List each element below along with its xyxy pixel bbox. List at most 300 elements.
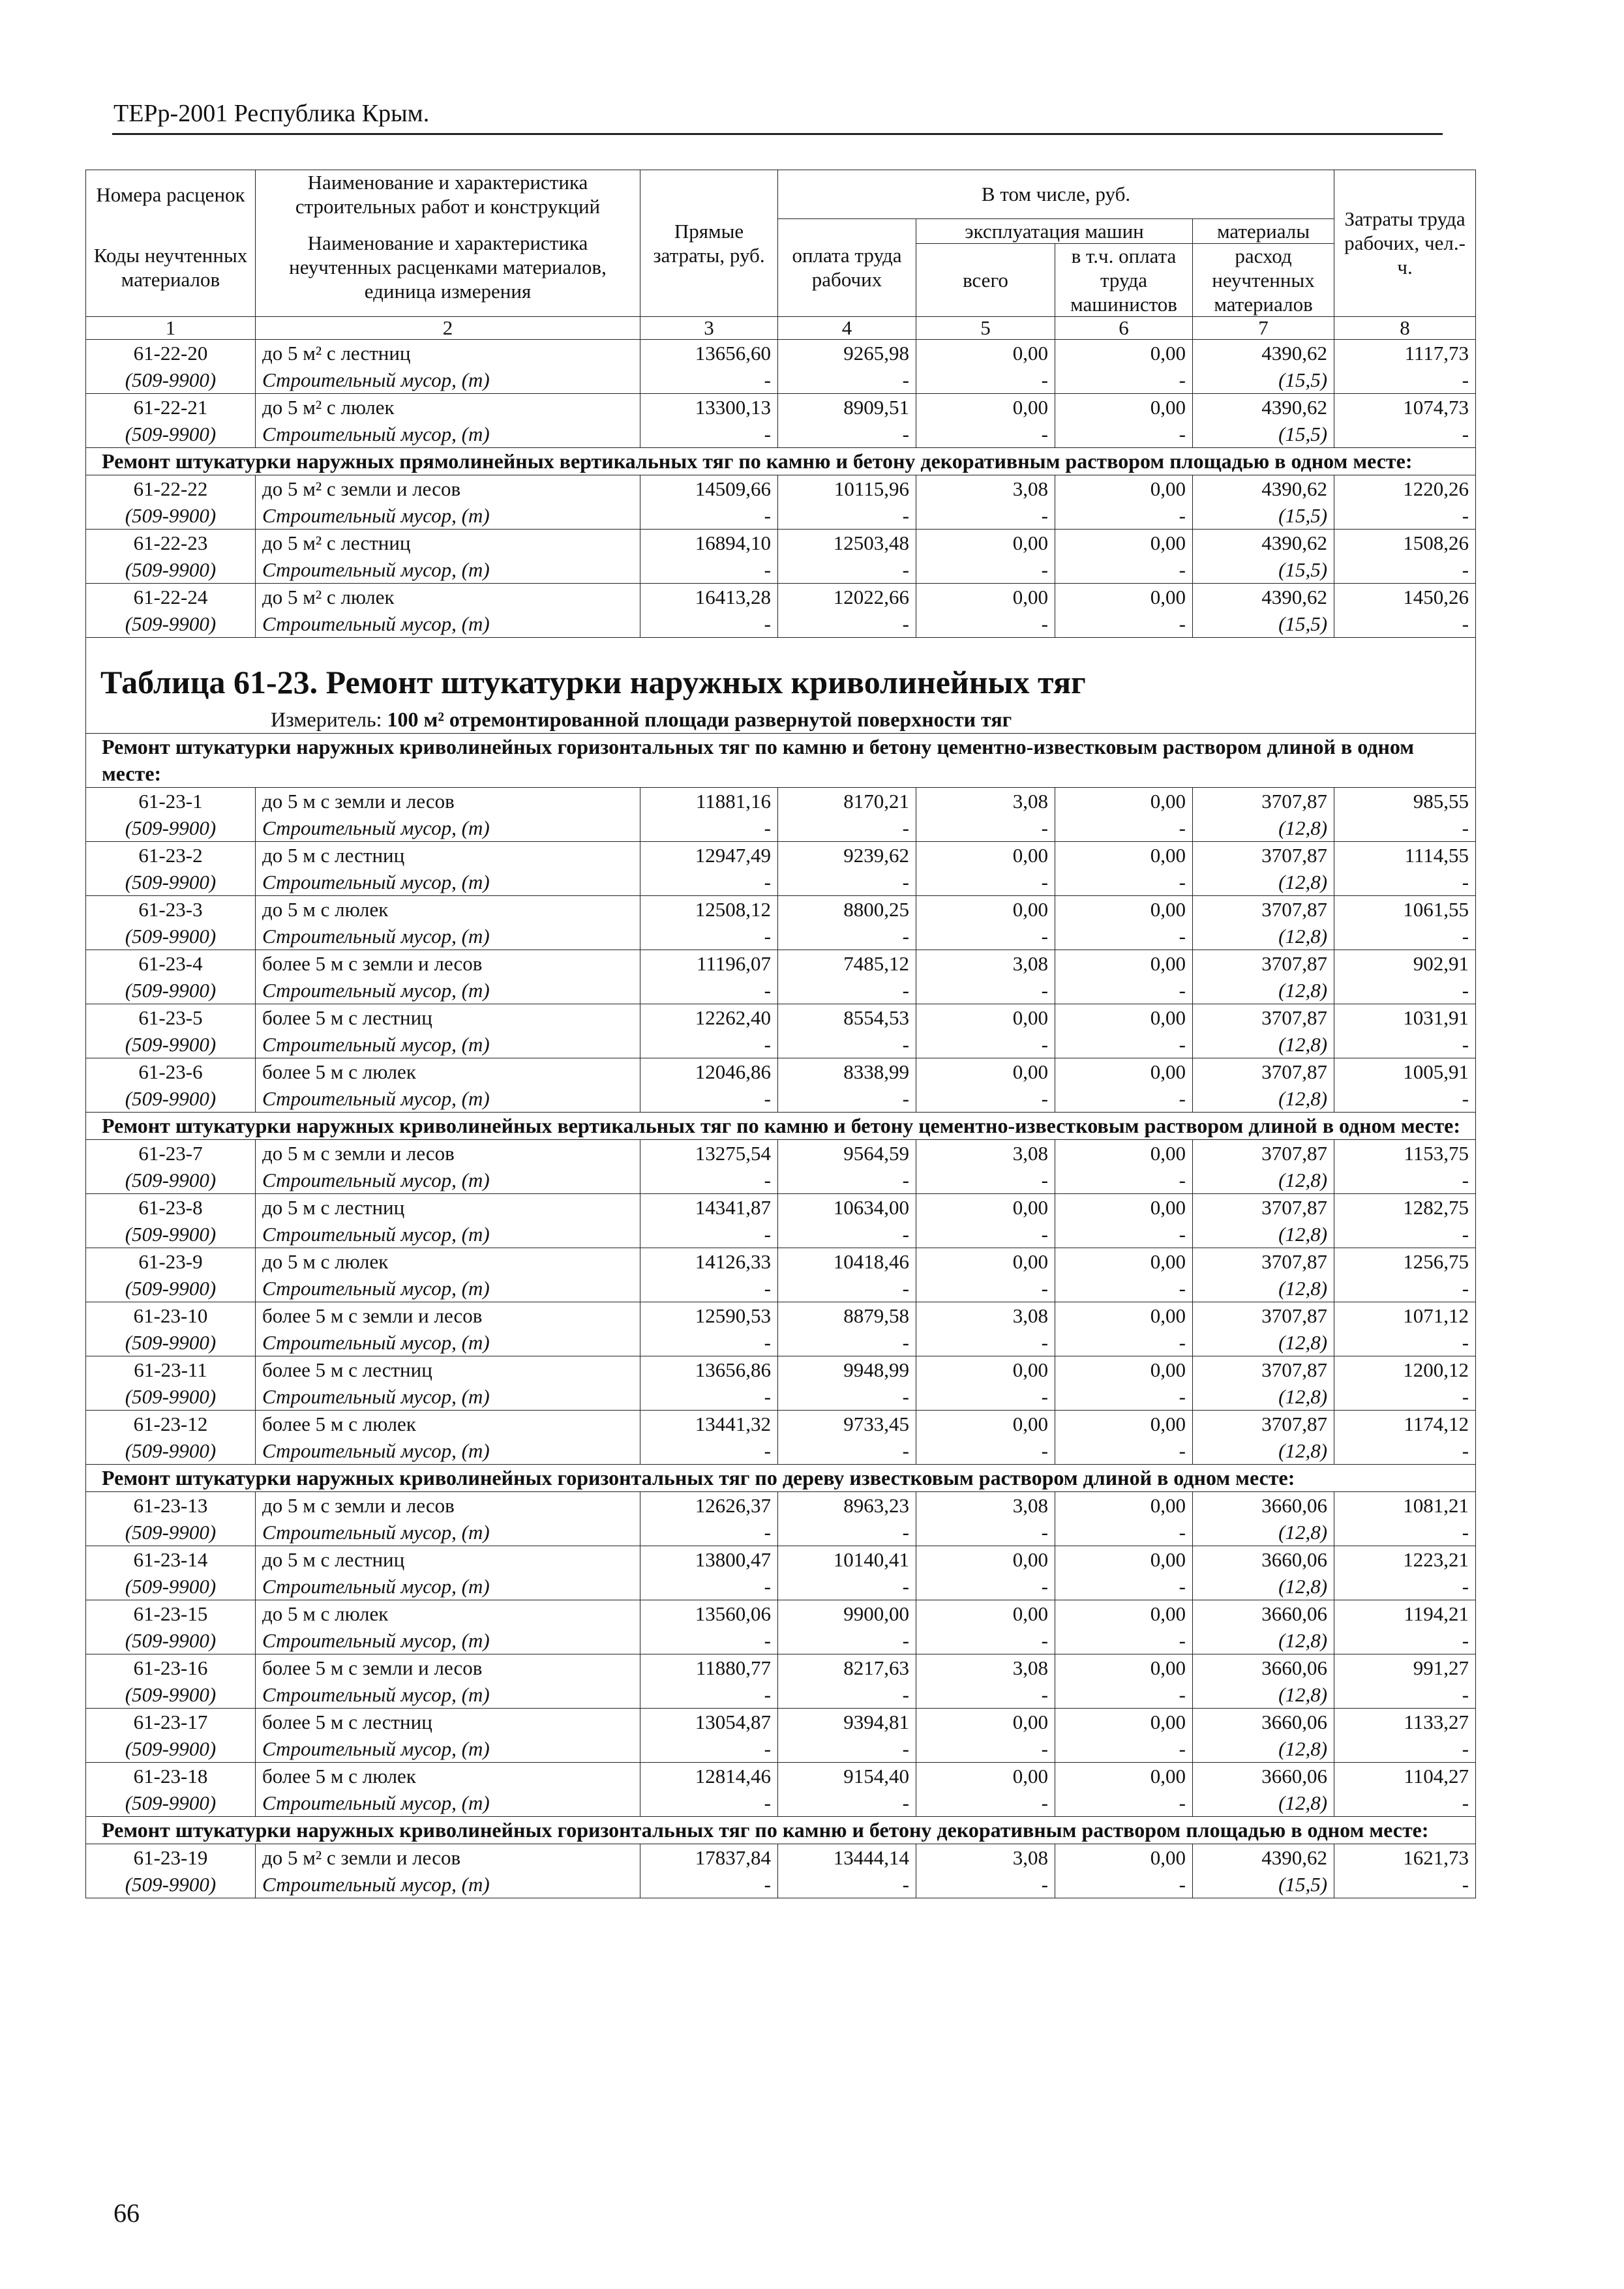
material-quantity: (15,5) — [1193, 1871, 1334, 1898]
rate-row — [86, 393, 1476, 421]
machinist-pay: 0,00 — [1055, 1600, 1193, 1627]
material-row — [86, 610, 1476, 638]
worker-pay: 8338,99 — [778, 1058, 916, 1085]
dash: - — [1334, 1573, 1476, 1600]
rate-code: 61-23-12 — [86, 1410, 256, 1437]
dash: - — [916, 977, 1055, 1004]
dash: - — [778, 1735, 916, 1763]
head-materials: материалы — [1193, 218, 1334, 243]
section-row — [86, 1112, 1476, 1139]
dash: - — [1334, 1031, 1476, 1058]
rate-code: 61-23-13 — [86, 1491, 256, 1519]
dash: - — [1055, 1167, 1193, 1194]
material-quantity: (12,8) — [1193, 1573, 1334, 1600]
dash: - — [1055, 1383, 1193, 1411]
rate-row — [86, 1139, 1476, 1167]
dash: - — [1055, 1871, 1193, 1898]
dash: - — [778, 1871, 916, 1898]
machinist-pay: 0,00 — [1055, 895, 1193, 923]
direct-costs: 16894,10 — [640, 529, 778, 556]
table-title-row — [86, 637, 1476, 706]
dash: - — [916, 1167, 1055, 1194]
material-code: (509-9900) — [86, 1085, 256, 1113]
material-row — [86, 923, 1476, 950]
rate-name: до 5 м² с земли и лесов — [256, 475, 640, 502]
machinist-pay: 0,00 — [1055, 475, 1193, 502]
dash: - — [1334, 1735, 1476, 1763]
material-code: (509-9900) — [86, 1437, 256, 1465]
worker-pay: 9394,81 — [778, 1708, 916, 1735]
materials: 3707,87 — [1193, 1058, 1334, 1085]
rate-code: 61-23-7 — [86, 1139, 256, 1167]
materials: 3707,87 — [1193, 841, 1334, 869]
dash: - — [640, 1085, 778, 1113]
rate-name: более 5 м с земли и лесов — [256, 1654, 640, 1681]
materials: 3707,87 — [1193, 1139, 1334, 1167]
material-name: Строительный мусор, (т) — [256, 1085, 640, 1113]
material-name: Строительный мусор, (т) — [256, 1627, 640, 1654]
rate-name: до 5 м² с лестниц — [256, 529, 640, 556]
dash: - — [1334, 1871, 1476, 1898]
material-name: Строительный мусор, (т) — [256, 1735, 640, 1763]
worker-pay: 9265,98 — [778, 339, 916, 367]
section-heading: Ремонт штукатурки наружных криволинейных горизонтальных тяг по дереву известковым раствором длиной в одном месте: — [86, 1464, 1476, 1491]
dash: - — [640, 1789, 778, 1817]
worker-pay: 8909,51 — [778, 393, 916, 421]
material-quantity: (15,5) — [1193, 502, 1334, 530]
rate-code: 61-23-1 — [86, 787, 256, 815]
materials: 3660,06 — [1193, 1654, 1334, 1681]
labor-hours: 985,55 — [1334, 787, 1476, 815]
rate-name: более 5 м с люлек — [256, 1410, 640, 1437]
machine-total: 3,08 — [916, 1844, 1055, 1871]
rate-row — [86, 787, 1476, 815]
dash: - — [916, 1383, 1055, 1411]
head-machine-total: всего — [916, 243, 1055, 316]
material-quantity: (12,8) — [1193, 1627, 1334, 1654]
dash: - — [1055, 1221, 1193, 1248]
dash: - — [1334, 1681, 1476, 1709]
dash: - — [1334, 1221, 1476, 1248]
head-rate-numbers: Номера расценок — [86, 170, 256, 219]
rates-table — [85, 170, 1476, 1898]
labor-hours: 902,91 — [1334, 950, 1476, 977]
labor-hours: 1071,12 — [1334, 1302, 1476, 1329]
labor-hours: 1200,12 — [1334, 1356, 1476, 1383]
labor-hours: 1194,21 — [1334, 1600, 1476, 1627]
machine-total: 0,00 — [916, 393, 1055, 421]
material-row — [86, 1031, 1476, 1058]
material-quantity: (12,8) — [1193, 1383, 1334, 1411]
direct-costs: 14341,87 — [640, 1193, 778, 1221]
dash: - — [916, 502, 1055, 530]
rate-name: до 5 м с земли и лесов — [256, 1491, 640, 1519]
machinist-pay: 0,00 — [1055, 529, 1193, 556]
machine-total: 3,08 — [916, 1654, 1055, 1681]
labor-hours: 1117,73 — [1334, 339, 1476, 367]
machine-total: 3,08 — [916, 1491, 1055, 1519]
worker-pay: 12022,66 — [778, 583, 916, 610]
machinist-pay: 0,00 — [1055, 583, 1193, 610]
material-code: (509-9900) — [86, 1275, 256, 1302]
dash: - — [778, 1627, 916, 1654]
material-quantity: (12,8) — [1193, 1681, 1334, 1709]
dash: - — [1334, 1329, 1476, 1356]
dash: - — [640, 1519, 778, 1546]
table-body — [86, 339, 1476, 1898]
worker-pay: 8554,53 — [778, 1004, 916, 1031]
rate-code: 61-22-20 — [86, 339, 256, 367]
labor-hours: 1450,26 — [1334, 583, 1476, 610]
machine-total: 3,08 — [916, 1139, 1055, 1167]
head-material-codes: Коды неучтенных материалов — [86, 218, 256, 316]
machinist-pay: 0,00 — [1055, 1302, 1193, 1329]
dash: - — [916, 1681, 1055, 1709]
material-quantity: (12,8) — [1193, 1329, 1334, 1356]
materials: 3660,06 — [1193, 1762, 1334, 1789]
worker-pay: 9948,99 — [778, 1356, 916, 1383]
material-quantity: (12,8) — [1193, 1735, 1334, 1763]
rate-name: до 5 м² с люлек — [256, 393, 640, 421]
materials: 3707,87 — [1193, 1356, 1334, 1383]
rate-code: 61-23-5 — [86, 1004, 256, 1031]
direct-costs: 14509,66 — [640, 475, 778, 502]
section-row — [86, 733, 1476, 787]
dash: - — [1055, 1329, 1193, 1356]
dash: - — [1055, 556, 1193, 584]
labor-hours: 1223,21 — [1334, 1546, 1476, 1573]
dash: - — [1055, 1437, 1193, 1465]
material-quantity: (12,8) — [1193, 1221, 1334, 1248]
machine-total: 0,00 — [916, 1058, 1055, 1085]
dash: - — [640, 367, 778, 394]
table-title: Таблица 61-23. Ремонт штукатурки наружных криволинейных тяг — [86, 637, 1476, 706]
dash: - — [1334, 421, 1476, 448]
page-number: 66 — [113, 2198, 140, 2228]
rate-name: до 5 м с лестниц — [256, 1546, 640, 1573]
material-row — [86, 502, 1476, 530]
worker-pay: 9564,59 — [778, 1139, 916, 1167]
column-numbers-row — [86, 316, 1476, 339]
machine-total: 3,08 — [916, 1302, 1055, 1329]
dash: - — [1334, 1627, 1476, 1654]
dash: - — [778, 977, 916, 1004]
head-material-names: Наименование и характеристика неучтенных расценками материалов, единица измерения — [256, 218, 640, 316]
material-quantity: (12,8) — [1193, 1031, 1334, 1058]
rate-code: 61-23-10 — [86, 1302, 256, 1329]
materials: 3707,87 — [1193, 1302, 1334, 1329]
material-code: (509-9900) — [86, 869, 256, 896]
material-code: (509-9900) — [86, 1627, 256, 1654]
rate-code: 61-23-17 — [86, 1708, 256, 1735]
dash: - — [916, 1275, 1055, 1302]
dash: - — [916, 1871, 1055, 1898]
worker-pay: 10115,96 — [778, 475, 916, 502]
rate-row — [86, 1546, 1476, 1573]
machinist-pay: 0,00 — [1055, 1193, 1193, 1221]
rate-row — [86, 1491, 1476, 1519]
material-code: (509-9900) — [86, 556, 256, 584]
dash: - — [778, 367, 916, 394]
worker-pay: 13444,14 — [778, 1844, 916, 1871]
material-code: (509-9900) — [86, 1519, 256, 1546]
worker-pay: 10418,46 — [778, 1248, 916, 1275]
material-row — [86, 1871, 1476, 1898]
materials: 3707,87 — [1193, 1193, 1334, 1221]
rate-code: 61-23-4 — [86, 950, 256, 977]
material-name: Строительный мусор, (т) — [256, 1519, 640, 1546]
rate-row — [86, 1708, 1476, 1735]
dash: - — [778, 502, 916, 530]
rate-code: 61-22-21 — [86, 393, 256, 421]
rate-row — [86, 1302, 1476, 1329]
rate-row — [86, 1762, 1476, 1789]
rate-row — [86, 1844, 1476, 1871]
dash: - — [916, 1437, 1055, 1465]
rate-row — [86, 895, 1476, 923]
dash: - — [640, 421, 778, 448]
direct-costs: 12262,40 — [640, 1004, 778, 1031]
material-row — [86, 421, 1476, 448]
rate-code: 61-23-16 — [86, 1654, 256, 1681]
material-code: (509-9900) — [86, 1383, 256, 1411]
dash: - — [778, 1437, 916, 1465]
machine-total: 0,00 — [916, 583, 1055, 610]
rate-name: более 5 м с лестниц — [256, 1708, 640, 1735]
dash: - — [640, 869, 778, 896]
dash: - — [640, 1167, 778, 1194]
measure-unit — [86, 706, 1476, 734]
dash: - — [1334, 1085, 1476, 1113]
dash: - — [640, 1573, 778, 1600]
direct-costs: 12814,46 — [640, 1762, 778, 1789]
dash: - — [916, 1519, 1055, 1546]
machine-total: 0,00 — [916, 529, 1055, 556]
direct-costs: 13275,54 — [640, 1139, 778, 1167]
material-code: (509-9900) — [86, 367, 256, 394]
material-row — [86, 1681, 1476, 1709]
materials: 3660,06 — [1193, 1491, 1334, 1519]
dash: - — [1055, 1275, 1193, 1302]
rate-row — [86, 1004, 1476, 1031]
worker-pay: 9154,40 — [778, 1762, 916, 1789]
rate-name: более 5 м с земли и лесов — [256, 950, 640, 977]
dash: - — [640, 1871, 778, 1898]
dash: - — [1055, 977, 1193, 1004]
rate-code: 61-23-9 — [86, 1248, 256, 1275]
material-row — [86, 1519, 1476, 1546]
dash: - — [1055, 1519, 1193, 1546]
material-name: Строительный мусор, (т) — [256, 610, 640, 638]
head-row-1 — [86, 170, 1476, 219]
materials: 4390,62 — [1193, 529, 1334, 556]
rate-name: до 5 м с земли и лесов — [256, 787, 640, 815]
material-row — [86, 1167, 1476, 1194]
machine-total: 0,00 — [916, 895, 1055, 923]
dash: - — [640, 1383, 778, 1411]
head-material-expense: расход неучтенных материалов — [1193, 243, 1334, 316]
direct-costs: 12590,53 — [640, 1302, 778, 1329]
material-quantity: (12,8) — [1193, 923, 1334, 950]
dash: - — [640, 977, 778, 1004]
worker-pay: 12503,48 — [778, 529, 916, 556]
measure-value: 100 м² отремонтированной площади развернутой поверхности тяг — [387, 707, 1012, 731]
worker-pay: 9733,45 — [778, 1410, 916, 1437]
header-rule — [112, 133, 1443, 135]
material-name: Строительный мусор, (т) — [256, 1573, 640, 1600]
direct-costs: 13800,47 — [640, 1546, 778, 1573]
dash: - — [1055, 815, 1193, 842]
material-quantity: (12,8) — [1193, 1519, 1334, 1546]
material-row — [86, 1275, 1476, 1302]
dash: - — [640, 1681, 778, 1709]
dash: - — [1334, 610, 1476, 638]
machine-total: 0,00 — [916, 1762, 1055, 1789]
machinist-pay: 0,00 — [1055, 1762, 1193, 1789]
material-row — [86, 367, 1476, 394]
worker-pay: 7485,12 — [778, 950, 916, 977]
material-quantity: (12,8) — [1193, 1167, 1334, 1194]
dash: - — [916, 556, 1055, 584]
dash: - — [1334, 977, 1476, 1004]
materials: 3660,06 — [1193, 1708, 1334, 1735]
dash: - — [778, 1221, 916, 1248]
material-name: Строительный мусор, (т) — [256, 1031, 640, 1058]
labor-hours: 991,27 — [1334, 1654, 1476, 1681]
direct-costs: 13656,60 — [640, 339, 778, 367]
dash: - — [1055, 1085, 1193, 1113]
materials: 4390,62 — [1193, 1844, 1334, 1871]
head-machine-operation: эксплуатация машин — [916, 218, 1193, 243]
machinist-pay: 0,00 — [1055, 1058, 1193, 1085]
dash: - — [640, 1627, 778, 1654]
dash: - — [778, 421, 916, 448]
rate-row — [86, 1058, 1476, 1085]
rate-name: до 5 м с люлек — [256, 895, 640, 923]
material-quantity: (12,8) — [1193, 1275, 1334, 1302]
material-quantity: (12,8) — [1193, 1437, 1334, 1465]
rate-row — [86, 1600, 1476, 1627]
worker-pay: 9239,62 — [778, 841, 916, 869]
dash: - — [1334, 815, 1476, 842]
dash: - — [1334, 1437, 1476, 1465]
dash: - — [1334, 1789, 1476, 1817]
direct-costs: 13441,32 — [640, 1410, 778, 1437]
labor-hours: 1061,55 — [1334, 895, 1476, 923]
worker-pay: 8170,21 — [778, 787, 916, 815]
rate-code: 61-22-23 — [86, 529, 256, 556]
labor-hours: 1005,91 — [1334, 1058, 1476, 1085]
dash: - — [1055, 1627, 1193, 1654]
machine-total: 3,08 — [916, 475, 1055, 502]
section-heading: Ремонт штукатурки наружных криволинейных горизонтальных тяг по камню и бетону декоративным раствором площадью в одном месте: — [86, 1816, 1476, 1844]
dash: - — [640, 923, 778, 950]
dash: - — [916, 610, 1055, 638]
rate-name: до 5 м² с люлек — [256, 583, 640, 610]
worker-pay: 8800,25 — [778, 895, 916, 923]
direct-costs: 17837,84 — [640, 1844, 778, 1871]
machine-total: 0,00 — [916, 1410, 1055, 1437]
rate-code: 61-23-2 — [86, 841, 256, 869]
material-row — [86, 977, 1476, 1004]
material-quantity: (15,5) — [1193, 610, 1334, 638]
material-name: Строительный мусор, (т) — [256, 1871, 640, 1898]
rate-name: до 5 м² с земли и лесов — [256, 1844, 640, 1871]
materials: 4390,62 — [1193, 583, 1334, 610]
materials: 4390,62 — [1193, 475, 1334, 502]
rate-name: более 5 м с лестниц — [256, 1004, 640, 1031]
machinist-pay: 0,00 — [1055, 1844, 1193, 1871]
dash: - — [1055, 1789, 1193, 1817]
labor-hours: 1133,27 — [1334, 1708, 1476, 1735]
dash: - — [778, 1789, 916, 1817]
material-quantity: (12,8) — [1193, 1085, 1334, 1113]
machinist-pay: 0,00 — [1055, 950, 1193, 977]
rate-row — [86, 475, 1476, 502]
column-number: 2 — [256, 316, 640, 339]
column-number: 7 — [1193, 316, 1334, 339]
dash: - — [778, 1383, 916, 1411]
machine-total: 0,00 — [916, 1546, 1055, 1573]
dash: - — [1334, 1167, 1476, 1194]
dash: - — [916, 1573, 1055, 1600]
worker-pay: 10634,00 — [778, 1193, 916, 1221]
materials: 3707,87 — [1193, 1410, 1334, 1437]
material-name: Строительный мусор, (т) — [256, 1275, 640, 1302]
material-code: (509-9900) — [86, 1789, 256, 1817]
column-number: 8 — [1334, 316, 1476, 339]
section-heading: Ремонт штукатурки наружных криволинейных вертикальных тяг по камню и бетону цементно-известковым раствором длиной в одном месте: — [86, 1112, 1476, 1139]
head-labor-hours: Затраты труда рабочих, чел.-ч. — [1334, 170, 1476, 317]
rate-row — [86, 583, 1476, 610]
column-number: 5 — [916, 316, 1055, 339]
machinist-pay: 0,00 — [1055, 1139, 1193, 1167]
labor-hours: 1256,75 — [1334, 1248, 1476, 1275]
machine-total: 3,08 — [916, 787, 1055, 815]
material-name: Строительный мусор, (т) — [256, 1681, 640, 1709]
material-code: (509-9900) — [86, 1681, 256, 1709]
dash: - — [1055, 1031, 1193, 1058]
materials: 3707,87 — [1193, 895, 1334, 923]
material-quantity: (15,5) — [1193, 421, 1334, 448]
rate-row — [86, 1193, 1476, 1221]
dash: - — [1334, 367, 1476, 394]
dash: - — [1334, 1275, 1476, 1302]
rate-row — [86, 1654, 1476, 1681]
dash: - — [1055, 421, 1193, 448]
material-row — [86, 556, 1476, 584]
rate-name: до 5 м² с лестниц — [256, 339, 640, 367]
worker-pay: 9900,00 — [778, 1600, 916, 1627]
dash: - — [916, 1221, 1055, 1248]
rate-code: 61-22-24 — [86, 583, 256, 610]
material-code: (509-9900) — [86, 977, 256, 1004]
section-row — [86, 447, 1476, 475]
machinist-pay: 0,00 — [1055, 1356, 1193, 1383]
materials: 3707,87 — [1193, 1004, 1334, 1031]
machine-total: 0,00 — [916, 841, 1055, 869]
material-name: Строительный мусор, (т) — [256, 1221, 640, 1248]
labor-hours: 1508,26 — [1334, 529, 1476, 556]
machinist-pay: 0,00 — [1055, 1491, 1193, 1519]
dash: - — [1334, 869, 1476, 896]
dash: - — [640, 610, 778, 638]
dash: - — [1055, 869, 1193, 896]
head-machinist-pay: в т.ч. оплата труда машинистов — [1055, 243, 1193, 316]
material-name: Строительный мусор, (т) — [256, 1789, 640, 1817]
page-header-title: ТЕРр-2001 Республика Крым. — [113, 100, 430, 127]
dash: - — [640, 1275, 778, 1302]
